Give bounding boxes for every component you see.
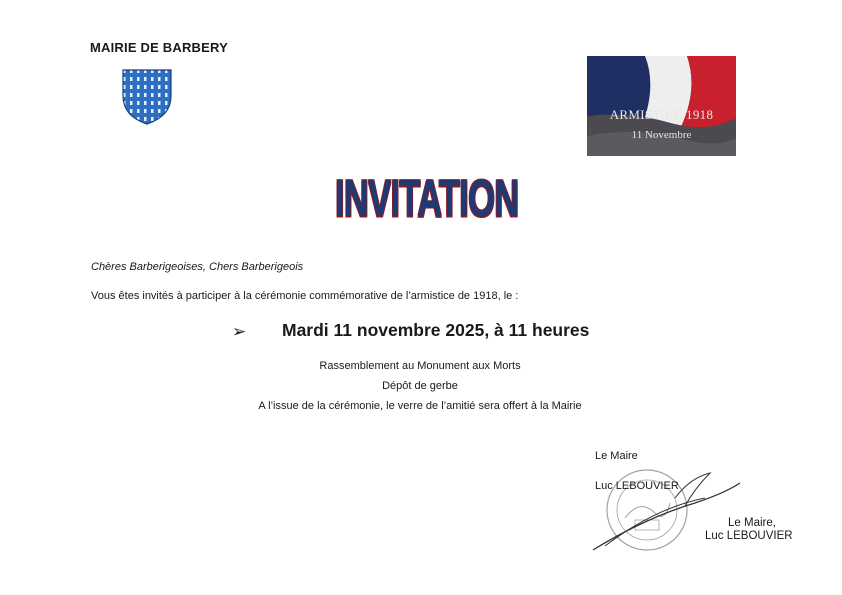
greeting-text: Chères Barberigeoises, Chers Barberigeois xyxy=(91,261,304,273)
signature-name: Luc LEBOUVIER xyxy=(595,480,679,492)
mayor-seal-and-signature xyxy=(585,458,755,558)
stamp-name: Luc LEBOUVIER xyxy=(705,530,793,542)
stamp-title: Le Maire, xyxy=(728,517,776,529)
armistice-flag-image xyxy=(587,56,736,156)
flag-caption-date: 11 Novembre xyxy=(631,129,692,141)
mairie-title: MAIRIE DE BARBERY xyxy=(90,40,228,55)
blue-shield-crest-icon xyxy=(121,68,173,126)
invitation-heading: INVITATION xyxy=(335,170,519,229)
detail-line: A l’issue de la cérémonie, le verre de l’amitié sera offert à la Mairie xyxy=(258,400,582,412)
arrow-bullet-icon: ➢ xyxy=(232,322,247,341)
signature-title: Le Maire xyxy=(595,450,638,462)
flag-caption-title: ARMISTICE 1918 xyxy=(609,107,714,122)
detail-line: Rassemblement au Monument aux Morts xyxy=(319,360,521,372)
intro-text: Vous êtes invités à participer à la cérémonie commémorative de l’armistice de 1918, le : xyxy=(91,290,519,302)
event-date: Mardi 11 novembre 2025, à 11 heures xyxy=(282,320,590,340)
detail-line: Dépôt de gerbe xyxy=(382,380,458,392)
